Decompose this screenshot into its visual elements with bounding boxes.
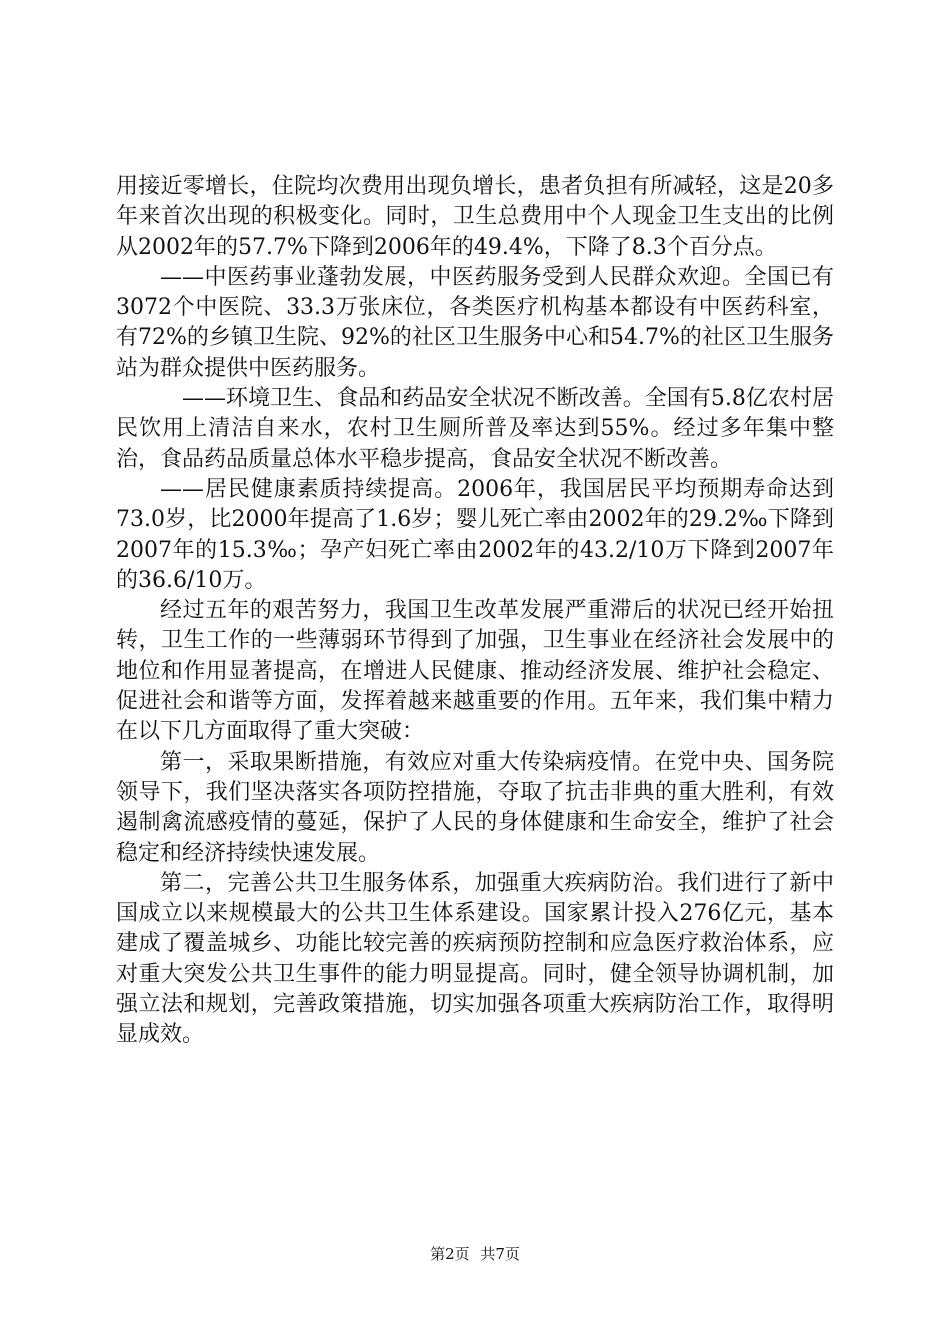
paragraph-second: 第二，完善公共卫生服务体系，加强重大疾病防治。我们进行了新中国成立以来规模最大的公共卫生体系建设。国家累计投入276亿元，基本建成了覆盖城乡、功能比较完善的疾病预防控制和应急医疗救治体系，应对重大突发公共卫生事件的能力明显提高。同时，健全领导协调机制，加强立法和规划，完善政策措施，切实加强各项重大疾病防治工作，取得明显成效。 — [116, 870, 834, 1048]
page-footer — [0, 1243, 950, 1264]
page-number: 第2页 — [430, 1245, 470, 1263]
page-total: 共7页 — [480, 1245, 520, 1263]
paragraph-health: ——居民健康素质持续提高。2006年，我国居民平均预期寿命达到73.0岁，比2000年提高了1.6岁；婴儿死亡率由2002年的29.2‰下降到2007年的15.3‰；孕产妇死亡率由2002年的43.2/10万下降到2007年的36.6/10万。 — [116, 476, 834, 593]
document-body — [116, 172, 834, 1051]
paragraph-first: 第一，采取果断措施，有效应对重大传染病疫情。在党中央、国务院领导下，我们坚决落实各项防控措施，夺取了抗击非典的重大胜利，有效遏制禽流感疫情的蔓延，保护了人民的身体健康和生命安全，维护了社会稳定和经济持续快速发展。 — [116, 749, 834, 866]
paragraph-summary: 经过五年的艰苦努力，我国卫生改革发展严重滞后的状况已经开始扭转，卫生工作的一些薄弱环节得到了加强，卫生事业在经济社会发展中的地位和作用显著提高，在增进人民健康、推动经济发展、维护社会稳定、促进社会和谐等方面，发挥着越来越重要的作用。五年来，我们集中精力在以下几方面取得了重大突破： — [116, 598, 834, 745]
paragraph-tcm: ——中医药事业蓬勃发展，中医药服务受到人民群众欢迎。全国已有3072个中医院、33.3万张床位，各类医疗机构基本都设有中医药科室，有72%的乡镇卫生院、92%的社区卫生服务中心和54.7%的社区卫生服务站为群众提供中医药服务。 — [116, 264, 834, 381]
paragraph-environment: ——环境卫生、食品和药品安全状况不断改善。全国有5.8亿农村居民饮用上清洁自来水，农村卫生厕所普及率达到55%。经过多年集中整治，食品药品质量总体水平稳步提高，食品安全状况不断改善。 — [116, 386, 834, 472]
paragraph-continuation: 用接近零增长，住院均次费用出现负增长，患者负担有所减轻，这是20多年来首次出现的积极变化。同时，卫生总费用中个人现金卫生支出的比例从2002年的57.7%下降到2006年的49.4%，下降了8.3个百分点。 — [116, 174, 834, 260]
